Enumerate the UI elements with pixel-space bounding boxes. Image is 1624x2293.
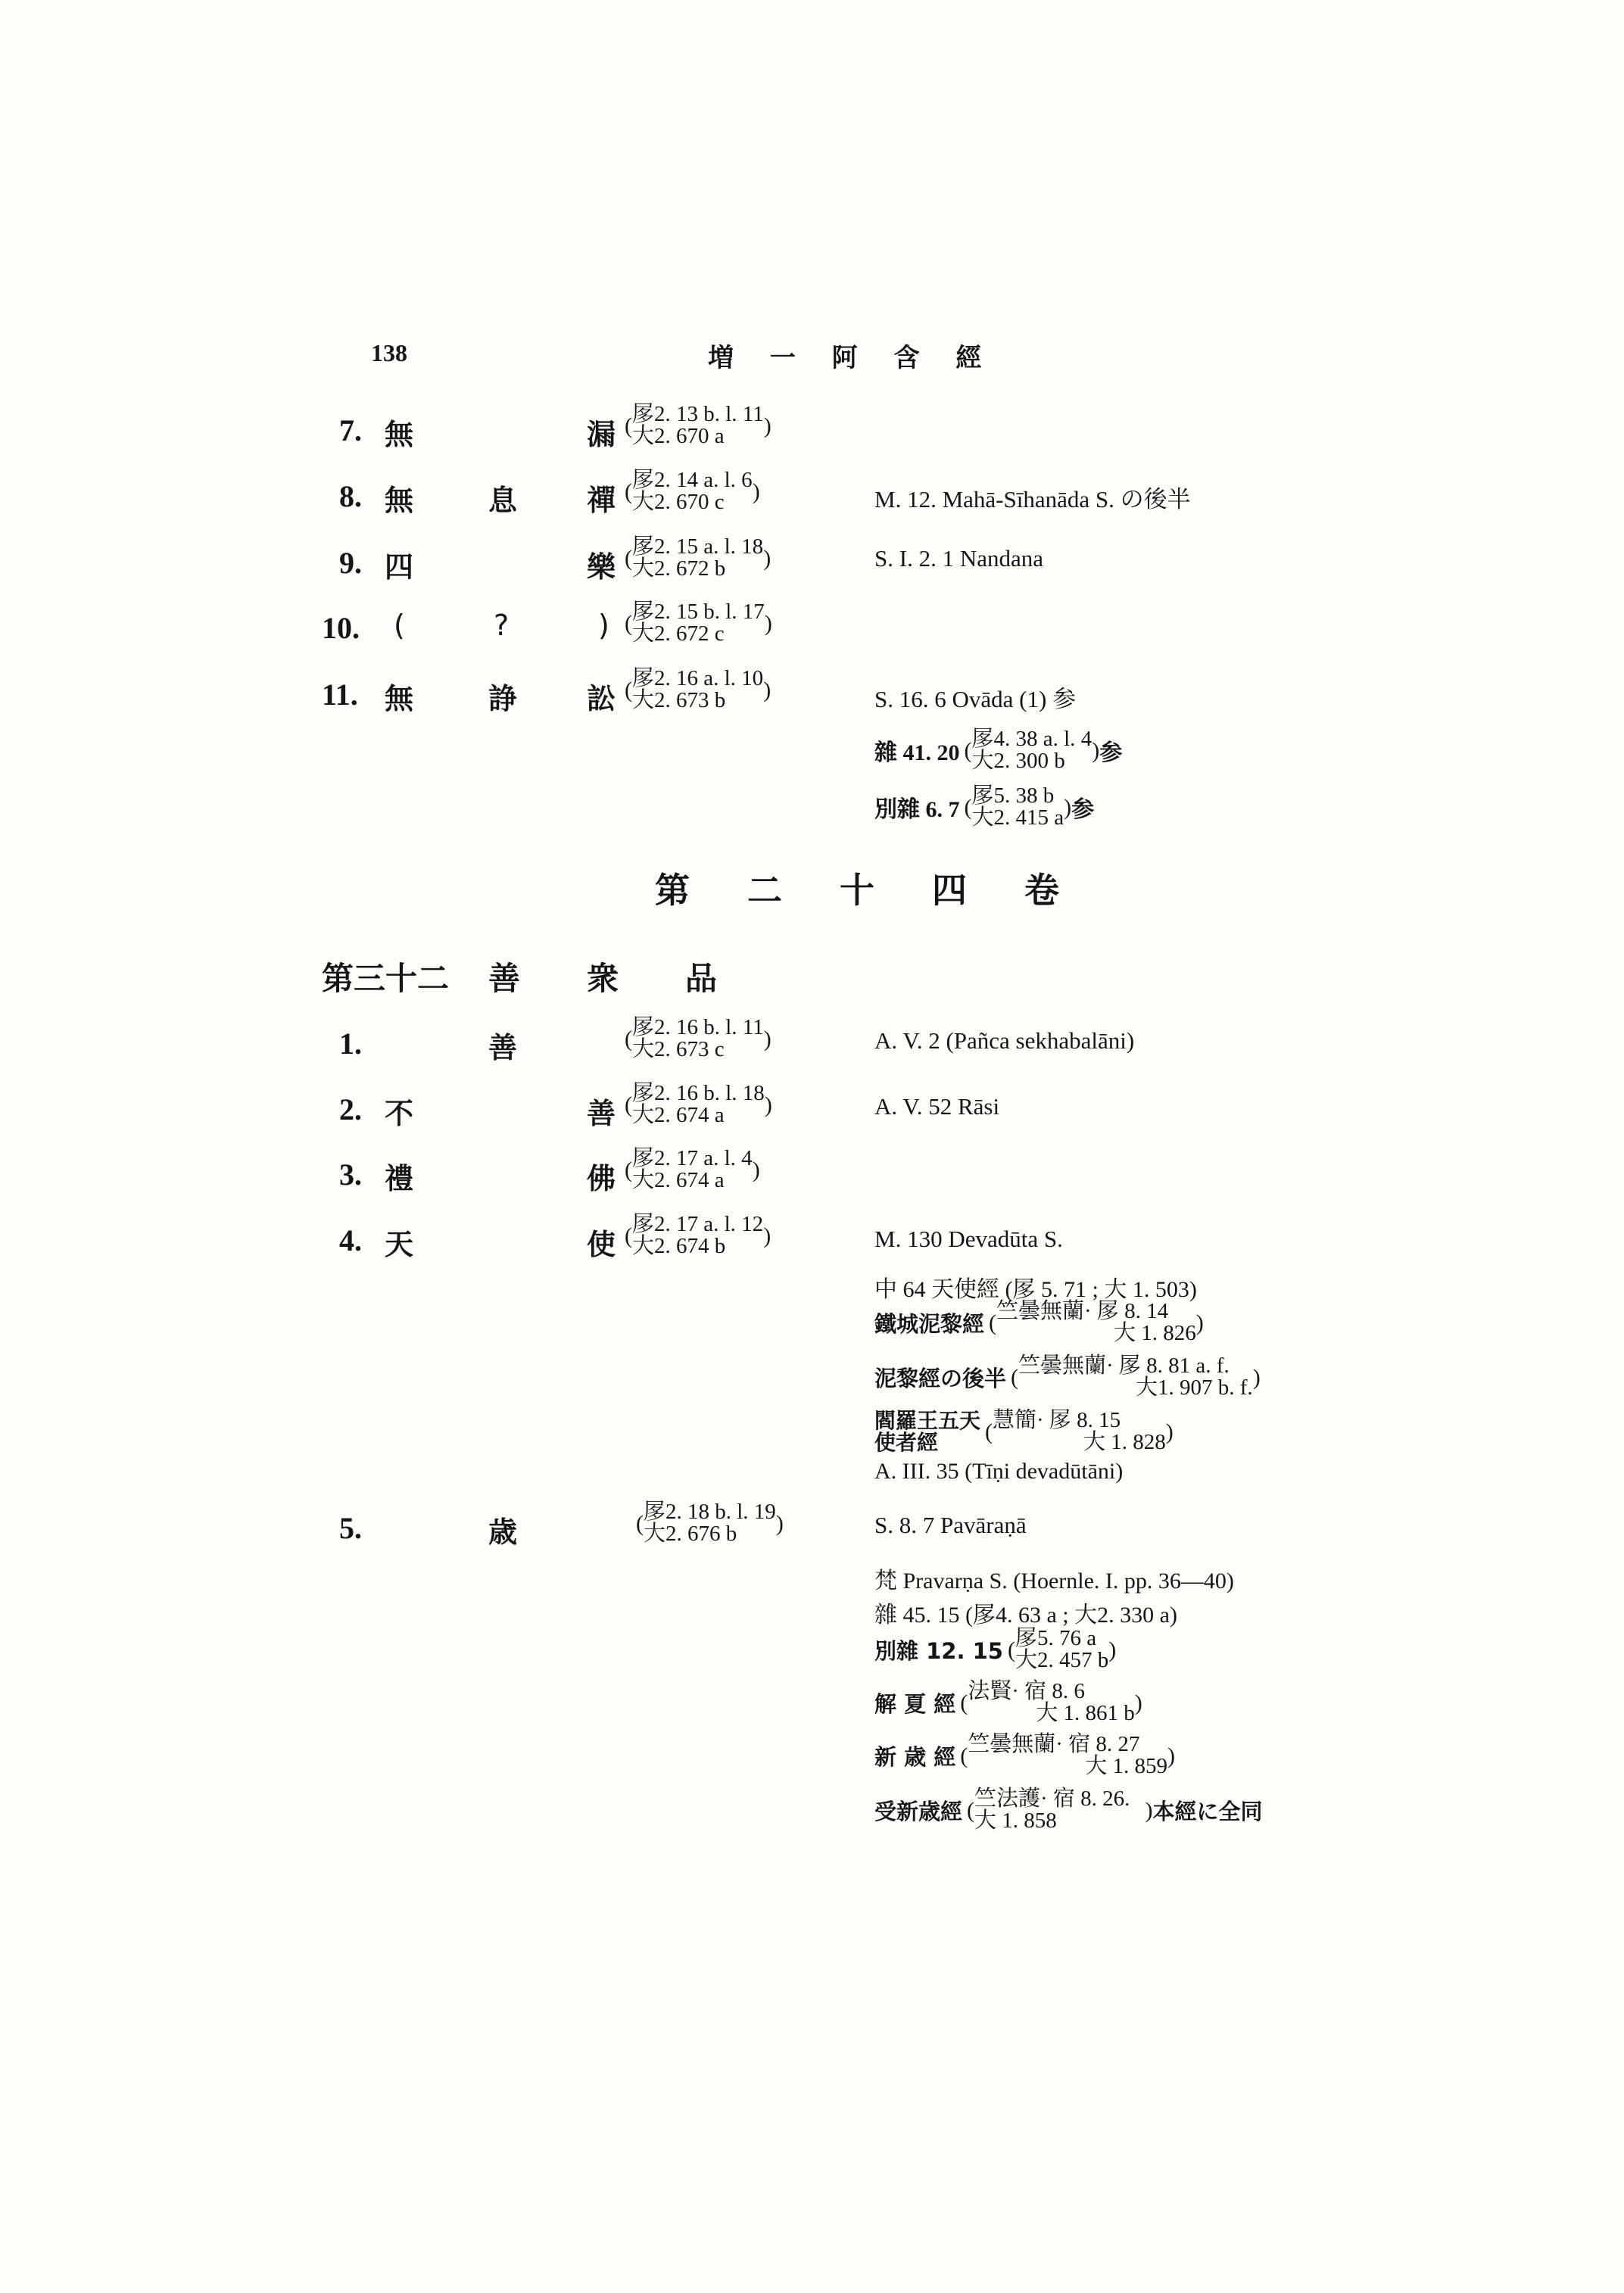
entry-title-char: 四 xyxy=(385,550,414,584)
ref-line: 大2. 676 b xyxy=(644,1522,737,1546)
parallel-note: A. III. 35 (Tīṇi devadūtāni) xyxy=(874,1459,1124,1484)
entry-title-char: 禪 xyxy=(587,484,616,517)
entry-title-char: 不 xyxy=(385,1097,414,1130)
entry-number: 2. xyxy=(339,1092,362,1126)
parallel-source: 受新歳經 xyxy=(874,1798,963,1824)
ref-line: 㞔2. 16 b. l. 11 xyxy=(632,1015,764,1039)
ref-line: 大2. 457 b xyxy=(1015,1648,1109,1672)
reference-bracket: ( 㞔2. 17 a. l. 12 大2. 674 b ) xyxy=(625,1212,771,1258)
ref-line: 㞔2. 16 a. l. 10 xyxy=(632,666,764,690)
ref-line: 大2. 300 b xyxy=(971,749,1065,773)
chapter-number: 第三十二 xyxy=(322,960,450,997)
ref-line: 大1. 907 b. f. xyxy=(1136,1375,1253,1400)
parallel-source: 使者經 xyxy=(874,1430,939,1455)
ref-line: 㞔5. 38 b xyxy=(971,784,1055,808)
parallel-source: 解 夏 經 xyxy=(874,1690,956,1717)
parallel-ref: 解 夏 經 ( 法賢· 宿 8. 6 大 1. 861 b ) xyxy=(874,1679,1142,1725)
entry-title-char: 善 xyxy=(587,1097,616,1130)
ref-line: 大2. 670 a xyxy=(632,424,725,448)
ref-line: 大2. 672 b xyxy=(632,556,726,581)
entry-number: 11. xyxy=(322,678,358,712)
parallel-source: 雜 41. 20 xyxy=(874,740,960,765)
ref-line: 法賢· 宿 8. 6 xyxy=(968,1679,1085,1703)
parallel-ref: 閻羅王五天 使者經 ( 慧簡· 㞔 8. 15 大 1. 828 ) xyxy=(874,1408,1174,1455)
parallel-note: A. V. 52 Rāsi xyxy=(874,1093,1000,1120)
chapter-title-char: 衆 xyxy=(587,960,619,997)
parallel-note: M. 130 Devadūta S. xyxy=(874,1226,1063,1252)
ref-line: 大 1. 861 b xyxy=(1036,1701,1135,1725)
ref-line: 大2. 674 a xyxy=(632,1168,725,1192)
ref-line: 㞔5. 76 a xyxy=(1015,1626,1097,1650)
parallel-ref: 受新歳經 ( 竺法護· 宿 8. 26. 大 1. 858 ) 本經に全同 xyxy=(874,1787,1263,1833)
ref-line: 㞔2. 16 b. l. 18 xyxy=(632,1081,765,1105)
parallel-source: 泥黎經の後半 xyxy=(874,1365,1007,1391)
ref-line: 大2. 672 c xyxy=(632,622,725,646)
parallel-source: 新 歳 經 xyxy=(874,1743,956,1770)
entry-number: 3. xyxy=(339,1157,362,1192)
parallel-ref: 別雜 12. 15 ( 㞔5. 76 a 大2. 457 b ) xyxy=(874,1626,1117,1672)
parallel-ref: 鐵城泥黎經 ( 竺曇無蘭· 㞔 8. 14 大 1. 826 ) xyxy=(874,1299,1204,1345)
parallel-source: 閻羅王五天 xyxy=(874,1408,981,1433)
entry-number: 9. xyxy=(339,546,362,580)
ref-line: 㞔2. 13 b. l. 11 xyxy=(632,402,764,426)
ref-line: 㞔2. 15 b. l. 17 xyxy=(632,600,765,624)
parallel-note: 中 64 天使經 (㞔 5. 71 ; 大 1. 503) xyxy=(874,1277,1197,1302)
page-number: 138 xyxy=(371,339,407,366)
reference-bracket: ( 㞔2. 15 a. l. 18 大2. 672 b ) xyxy=(625,534,771,581)
reference-bracket: ( 㞔2. 16 b. l. 18 大2. 674 a ) xyxy=(625,1081,772,1127)
ref-line: 㞔2. 18 b. l. 19 xyxy=(644,1500,776,1524)
ref-line: 大2. 673 b xyxy=(632,688,726,712)
parallel-source: 別雜 12. 15 xyxy=(874,1637,1003,1664)
parallel-note: 雜 45. 15 (㞔4. 63 a ; 大2. 330 a) xyxy=(874,1603,1177,1628)
parallel-note: M. 12. Mahā-Sīhanāda S. の後半 xyxy=(874,486,1191,512)
entry-title-char: ( xyxy=(394,609,405,642)
entry-title-char: 息 xyxy=(488,484,518,517)
parallel-note: S. I. 2. 1 Nandana xyxy=(874,545,1043,572)
reference-bracket: ( 㞔2. 16 a. l. 10 大2. 673 b ) xyxy=(625,666,771,712)
ref-line: 慧簡· 㞔 8. 15 xyxy=(993,1408,1121,1432)
reference-bracket: ( 㞔2. 14 a. l. 6 大2. 670 c ) xyxy=(625,468,760,514)
ref-line: 大 1. 828 xyxy=(1083,1430,1166,1454)
parallel-ref: 雜 41. 20 ( 㞔4. 38 a. l. 4 大2. 300 b ) 参 xyxy=(874,727,1123,773)
parallel-source: 鐵城泥黎經 xyxy=(874,1310,985,1337)
entry-title-char: 天 xyxy=(385,1228,414,1261)
running-title: 増 一 阿 含 經 xyxy=(708,343,996,373)
entry-number: 8. xyxy=(339,479,362,513)
ref-line: 大2. 673 c xyxy=(632,1037,725,1061)
ref-line: 大2. 670 c xyxy=(632,490,725,514)
entry-title-char: 善 xyxy=(488,1031,518,1064)
parallel-note: S. 16. 6 Ovāda (1) 参 xyxy=(874,686,1077,712)
entry-number: 5. xyxy=(339,1511,362,1545)
entry-title-char: 使 xyxy=(587,1228,616,1261)
ref-line: 大2. 674 a xyxy=(632,1103,725,1127)
parallel-ref: 泥黎經の後半 ( 竺曇無蘭· 㞔 8. 81 a. f. 大1. 907 b. f. ) xyxy=(874,1354,1261,1400)
volume-heading: 第 二 十 四 卷 xyxy=(655,870,1083,911)
parallel-note: A. V. 2 (Pañca sekhabalāni) xyxy=(874,1027,1135,1054)
ref-line: 大2. 674 b xyxy=(632,1234,726,1258)
ref-line: 㞔2. 15 a. l. 18 xyxy=(632,534,764,559)
ref-line: 㞔2. 14 a. l. 6 xyxy=(632,468,753,492)
ref-line: 竺法護· 宿 8. 26. xyxy=(974,1787,1130,1811)
ref-line: 㞔2. 17 a. l. 12 xyxy=(632,1212,764,1236)
ref-line: 大 1. 826 xyxy=(1114,1321,1196,1345)
ref-line: 竺曇無蘭· 㞔 8. 14 xyxy=(996,1299,1169,1323)
entry-title-char: 無 xyxy=(385,484,414,517)
entry-title-char: 樂 xyxy=(587,550,616,584)
parallel-mark: 参 xyxy=(1071,796,1095,823)
parallel-ref: 別雜 6. 7 ( 㞔5. 38 b 大2. 415 a ) 参 xyxy=(874,784,1095,830)
parallel-note: 梵 Pravarṇa S. (Hoernle. I. pp. 36—40) xyxy=(874,1569,1234,1594)
entry-title-char: 禮 xyxy=(385,1162,414,1195)
chapter-title-char: 品 xyxy=(685,960,718,997)
parallel-ref: 新 歳 經 ( 竺曇無蘭· 宿 8. 27 大 1. 859 ) xyxy=(874,1732,1175,1778)
parallel-remark: 本經に全同 xyxy=(1152,1798,1263,1824)
entry-title-char: 佛 xyxy=(587,1162,616,1195)
ref-line: 大 1. 858 xyxy=(974,1809,1057,1833)
ref-line: 大2. 415 a xyxy=(971,805,1064,830)
parallel-mark: 参 xyxy=(1099,740,1123,766)
ref-line: 竺曇無蘭· 㞔 8. 81 a. f. xyxy=(1018,1354,1230,1378)
entry-number: 10. xyxy=(322,611,360,645)
reference-bracket: ( 㞔2. 18 b. l. 19 大2. 676 b ) xyxy=(636,1500,784,1546)
entry-number: 1. xyxy=(339,1027,362,1061)
entry-title-char: 漏 xyxy=(587,418,616,451)
ref-line: 㞔4. 38 a. l. 4 xyxy=(971,727,1093,751)
entry-title-char: ) xyxy=(598,609,609,642)
ref-line: 大 1. 859 xyxy=(1085,1754,1167,1778)
entry-number: 7. xyxy=(339,413,362,447)
entry-title-char: 無 xyxy=(385,418,414,451)
reference-bracket: ( 㞔2. 15 b. l. 17 大2. 672 c ) xyxy=(625,600,772,646)
entry-title-char: 歳 xyxy=(488,1516,518,1549)
entry-title-char: 諍 xyxy=(488,682,518,715)
ref-line: 竺曇無蘭· 宿 8. 27 xyxy=(968,1732,1140,1756)
reference-bracket: ( 㞔2. 16 b. l. 11 大2. 673 c ) xyxy=(625,1015,771,1061)
reference-bracket: ( 㞔2. 17 a. l. 4 大2. 674 a ) xyxy=(625,1146,760,1192)
parallel-note: S. 8. 7 Pavāraṇā xyxy=(874,1512,1027,1538)
entry-number: 4. xyxy=(339,1223,362,1257)
reference-bracket: ( 㞔2. 13 b. l. 11 大2. 670 a ) xyxy=(625,402,771,448)
entry-title-char: 訟 xyxy=(587,682,616,715)
entry-title-char: ? xyxy=(494,609,510,642)
ref-line: 㞔2. 17 a. l. 4 xyxy=(632,1146,753,1170)
chapter-title-char: 善 xyxy=(488,960,521,997)
entry-title-char: 無 xyxy=(385,682,414,715)
parallel-source: 別雜 6. 7 xyxy=(874,797,960,822)
